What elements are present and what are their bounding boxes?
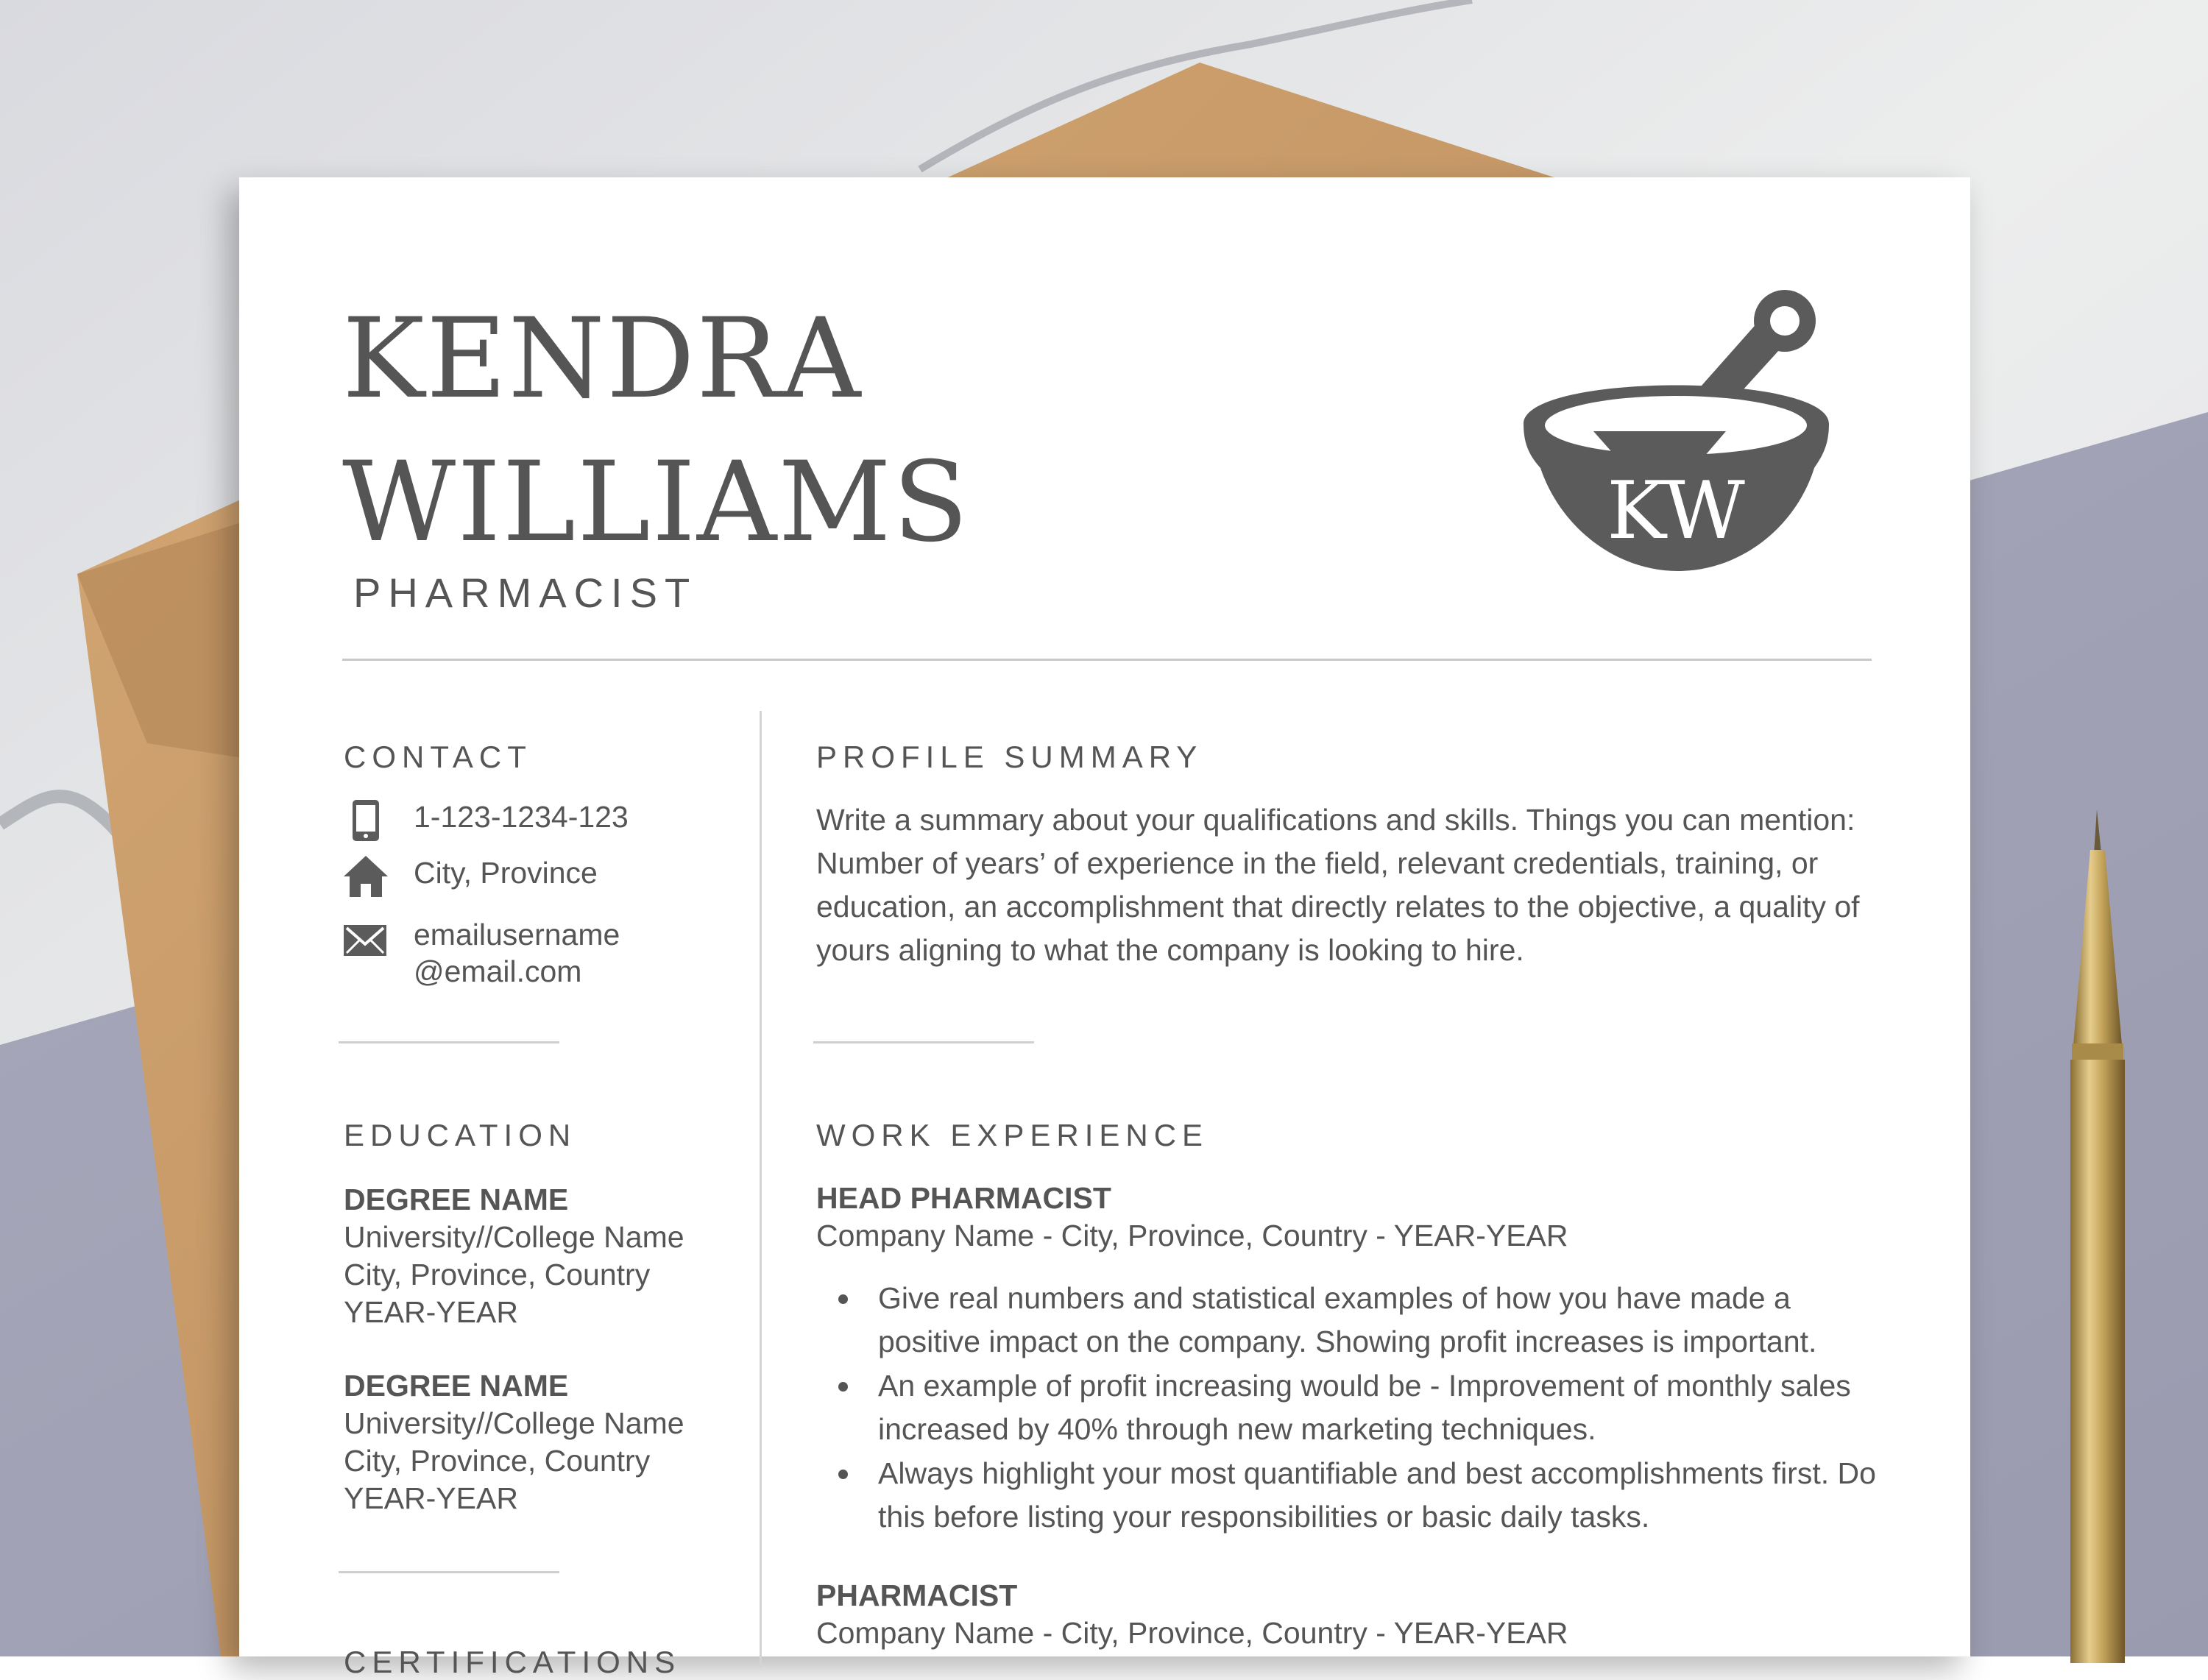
certifications-heading: CERTIFICATIONS: [344, 1645, 682, 1679]
school-name: University//College Name: [344, 1220, 684, 1254]
job-title: HEAD PHARMACIST: [816, 1181, 1111, 1215]
email-domain: @email.com: [414, 954, 582, 988]
contact-heading: CONTACT: [344, 740, 532, 774]
education-entry: [344, 1367, 684, 1517]
first-name: KENDRA: [342, 295, 863, 423]
job-bullet: Always highlight your most quantifiable and best accomplishments first. Do this before listing your responsibilities or basic daily tasks.: [816, 1452, 1883, 1539]
job-bullet: Give real numbers and statistical examples of how you have made a positive impact on the company. Showing profit increases is important.: [816, 1277, 1883, 1364]
location-text: City, Province: [414, 856, 598, 890]
education-divider: [339, 1571, 559, 1573]
pen-ring: [2072, 1043, 2123, 1060]
job-role: PHARMACIST: [353, 570, 698, 616]
school-years: YEAR-YEAR: [344, 1295, 518, 1329]
education-entry: [344, 1181, 684, 1331]
pen-barrel: [2070, 1060, 2125, 1663]
pen-tip: [2094, 809, 2101, 854]
job-bullet: An example of profit increasing would be - Improvement of monthly sales increased by 40% through new marketing techniques.: [816, 1364, 1883, 1451]
mortar-pestle-logo: [1505, 262, 1851, 575]
contact-phone: [342, 798, 629, 843]
contact-email: [342, 916, 620, 990]
pen-cone: [2073, 850, 2122, 1045]
candidate-name: [342, 288, 970, 575]
profile-summary: Write a summary about your qualifications and skills. Things you can mention: Number of years’ of experience in the field, relevant credentials, training, or education, an accomplishment that directly relates to the objective, a quality of yours aligning to what the company is looking to hire.: [816, 803, 1860, 967]
last-name: WILLIAMS: [342, 439, 970, 567]
resume-paper: [239, 177, 1970, 1679]
job-title: PHARMACIST: [816, 1578, 1018, 1612]
profile-divider: [813, 1041, 1034, 1043]
phone-text: 1-123-1234-123: [414, 800, 629, 834]
header-divider: [342, 659, 1872, 661]
school-place: City, Province, Country: [344, 1444, 651, 1478]
phone-icon: [342, 798, 389, 843]
contact-location: [342, 854, 598, 899]
email-user: emailusername: [414, 918, 620, 951]
degree-name: DEGREE NAME: [344, 1369, 569, 1403]
school-years: YEAR-YEAR: [344, 1481, 518, 1515]
degree-name: DEGREE NAME: [344, 1183, 569, 1216]
profile-heading: PROFILE SUMMARY: [816, 740, 1203, 774]
job-company: Company Name - City, Province, Country - YEAR-YEAR: [816, 1219, 1568, 1252]
column-divider: [760, 711, 762, 1667]
envelope-icon: [342, 916, 389, 960]
school-name: University//College Name: [344, 1406, 684, 1440]
education-heading: EDUCATION: [344, 1118, 577, 1152]
job-company: Company Name - City, Province, Country - YEAR-YEAR: [816, 1616, 1568, 1650]
gold-pen: [2020, 809, 2131, 1663]
work-heading: WORK EXPERIENCE: [816, 1118, 1209, 1152]
home-icon: [342, 854, 389, 899]
school-place: City, Province, Country: [344, 1258, 651, 1291]
job-bullets: [816, 1277, 1883, 1539]
monogram: KW: [1607, 465, 1745, 557]
contact-divider: [339, 1041, 559, 1043]
email-text: [414, 916, 620, 990]
